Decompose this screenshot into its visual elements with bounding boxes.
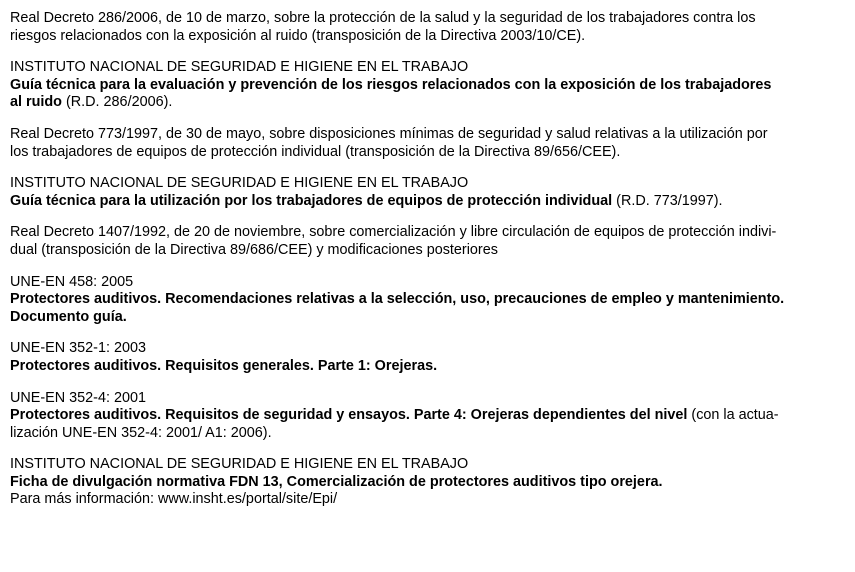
reference-title: Protectores auditivos. Recomendaciones relativas a la selección, uso, precauciones de empleo y mantenimiento. (10, 291, 785, 308)
reference-title: Guía técnica para la evaluación y prevención de los riesgos relacionados con la exposición de los trabajadores (10, 76, 772, 93)
reference-source: INSTITUTO NACIONAL DE SEGURIDAD E HIGIENE EN EL TRABAJO (10, 59, 469, 76)
reference-text-line: dual (transposición de la Directiva 89/686/CEE) y modificaciones posteriores (10, 241, 498, 258)
reference-note: (R.D. 286/2006). (61, 94, 173, 111)
reference-title: Ficha de divulgación normativa FDN 13, Comercialización de protectores auditivos tipo orejera. (10, 473, 663, 490)
reference-title: Protectores auditivos. Requisitos generales. Parte 1: Orejeras. (10, 357, 438, 374)
reference-source: INSTITUTO NACIONAL DE SEGURIDAD E HIGIENE EN EL TRABAJO (10, 456, 469, 473)
reference-title: Protectores auditivos. Requisitos de seguridad y ensayos. Parte 4: Orejeras dependientes del nivel (10, 407, 688, 424)
reference-une-en-352-1 (10, 340, 820, 375)
reference-insht-guide-noise (10, 59, 820, 112)
reference-insht-fdn-13 (10, 456, 820, 509)
reference-note-continuation: lización UNE-EN 352-4: 2001/ A1: 2006). (10, 424, 272, 441)
reference-source: UNE-EN 458: 2005 (10, 273, 134, 290)
reference-une-en-458 (10, 274, 820, 327)
reference-note: (R.D. 773/1997). (612, 192, 723, 209)
reference-source: INSTITUTO NACIONAL DE SEGURIDAD E HIGIENE EN EL TRABAJO (10, 175, 469, 192)
reference-title-continuation: Documento guía. (10, 308, 127, 325)
more-info-link-text: Para más información: www.insht.es/portal/site/Epi/ (10, 491, 338, 508)
reference-text-line: los trabajadores de equipos de protección individual (transposición de la Directiva 89/656/CEE). (10, 143, 621, 160)
reference-rd-773-1997 (10, 126, 820, 161)
reference-text-line: riesgos relacionados con la exposición al ruido (transposición de la Directiva 2003/10/CE). (10, 27, 586, 44)
reference-note: (con la actua- (687, 407, 779, 424)
reference-text-line: Real Decreto 1407/1992, de 20 de noviembre, sobre comercialización y libre circulación de equipos de protección indivi- (10, 224, 777, 241)
reference-title-continuation: al ruido (10, 94, 62, 111)
reference-rd-1407-1992 (10, 224, 820, 259)
reference-une-en-352-4 (10, 390, 820, 443)
reference-source: UNE-EN 352-4: 2001 (10, 389, 146, 406)
reference-rd-286-2006 (10, 10, 820, 45)
reference-text-line: Real Decreto 286/2006, de 10 de marzo, sobre la protección de la salud y la seguridad de los trabajadores contra los (10, 10, 756, 26)
reference-title: Guía técnica para la utilización por los trabajadores de equipos de protección individual (10, 192, 613, 209)
reference-source: UNE-EN 352-1: 2003 (10, 340, 146, 357)
reference-insht-guide-epi (10, 175, 820, 210)
reference-text-line: Real Decreto 773/1997, de 30 de mayo, sobre disposiciones mínimas de seguridad y salud relativas a la utilización por (10, 125, 768, 142)
reference-list (10, 10, 820, 523)
